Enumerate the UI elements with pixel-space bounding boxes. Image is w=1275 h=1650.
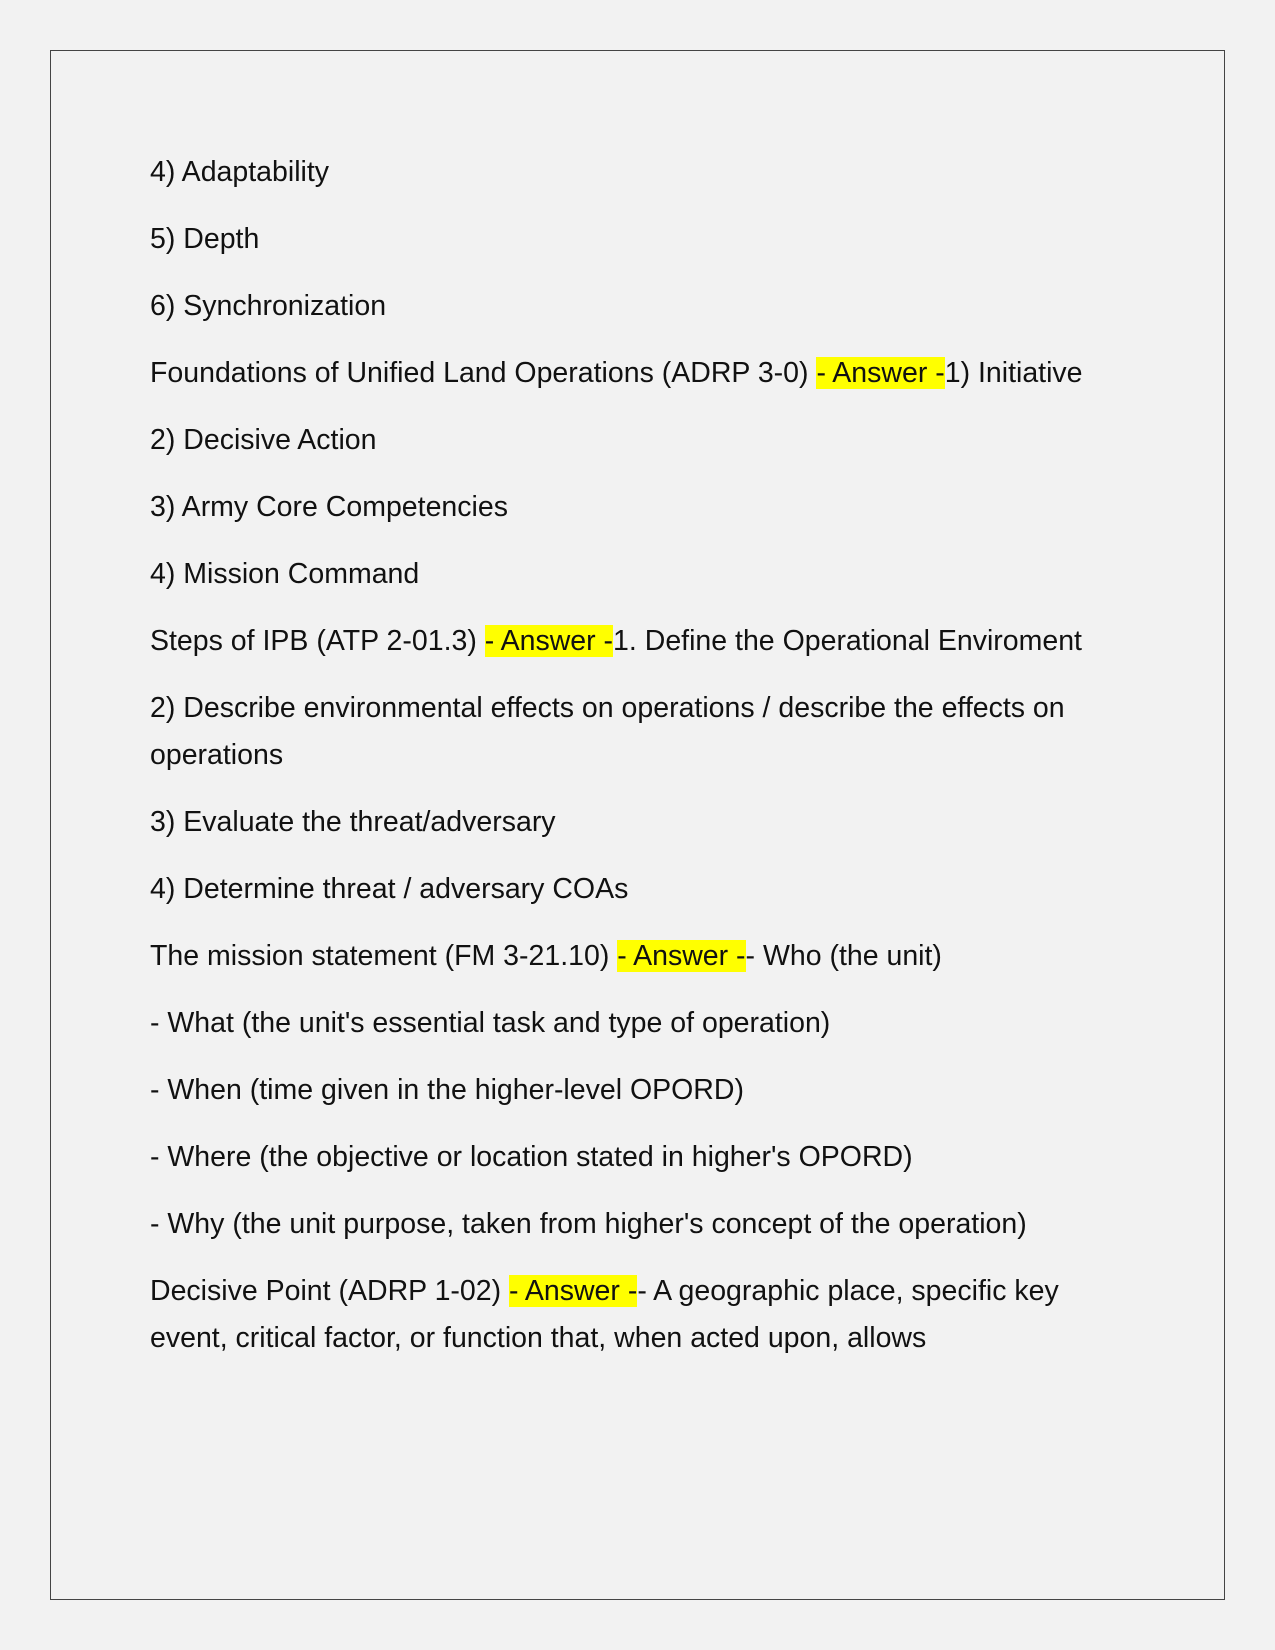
question-steps-of-ipb [150,618,1125,665]
paragraph-why: - Why (the unit purpose, taken from higher's concept of the operation) [150,1208,1027,1240]
paragraph-mission-command: 4) Mission Command [150,558,420,590]
paragraph-determine-coas: 4) Determine threat / adversary COAs [150,873,629,905]
answer-text: 1) Initiative [944,357,1083,389]
paragraph-evaluate-threat: 3) Evaluate the threat/adversary [150,806,556,838]
paragraph-where: - Where (the objective or location stated in higher's OPORD) [150,1141,913,1173]
paragraph-what: - What (the unit's essential task and type of operation) [150,1007,831,1039]
question-text: The mission statement (FM 3-21.10) [150,940,618,972]
document-body [150,149,1125,1382]
paragraph-synchronization: 6) Synchronization [150,290,387,322]
answer-highlight: - Answer - [617,940,746,972]
answer-text: 1. Define the Operational Enviroment [613,625,1082,657]
answer-text: - Who (the unit) [745,940,942,972]
question-foundations-ulo [150,350,1125,397]
paragraph-adaptability: 4) Adaptability [150,156,330,188]
paragraph-depth: 5) Depth [150,223,260,255]
question-text: Decisive Point (ADRP 1-02) [150,1275,510,1307]
answer-highlight: - Answer - [484,625,614,657]
answer-text: - A geographic place, specific key event, critical factor, or function that, when acted upon, allows [150,1275,1059,1354]
answer-highlight: - Answer - [509,1275,638,1307]
paragraph-when: - When (time given in the higher-level OPORD) [150,1074,744,1106]
paragraph-army-core-competencies: 3) Army Core Competencies [150,491,508,523]
question-decisive-point [150,1268,1125,1362]
paragraph-describe-effects: 2) Describe environmental effects on operations / describe the effects on operations [150,692,1065,771]
paragraph-decisive-action: 2) Decisive Action [150,424,377,456]
question-text: Foundations of Unified Land Operations (ADRP 3-0) [150,357,817,389]
answer-highlight: - Answer - [816,357,945,389]
question-text: Steps of IPB (ATP 2-01.3) [150,625,485,657]
question-mission-statement [150,933,1125,980]
